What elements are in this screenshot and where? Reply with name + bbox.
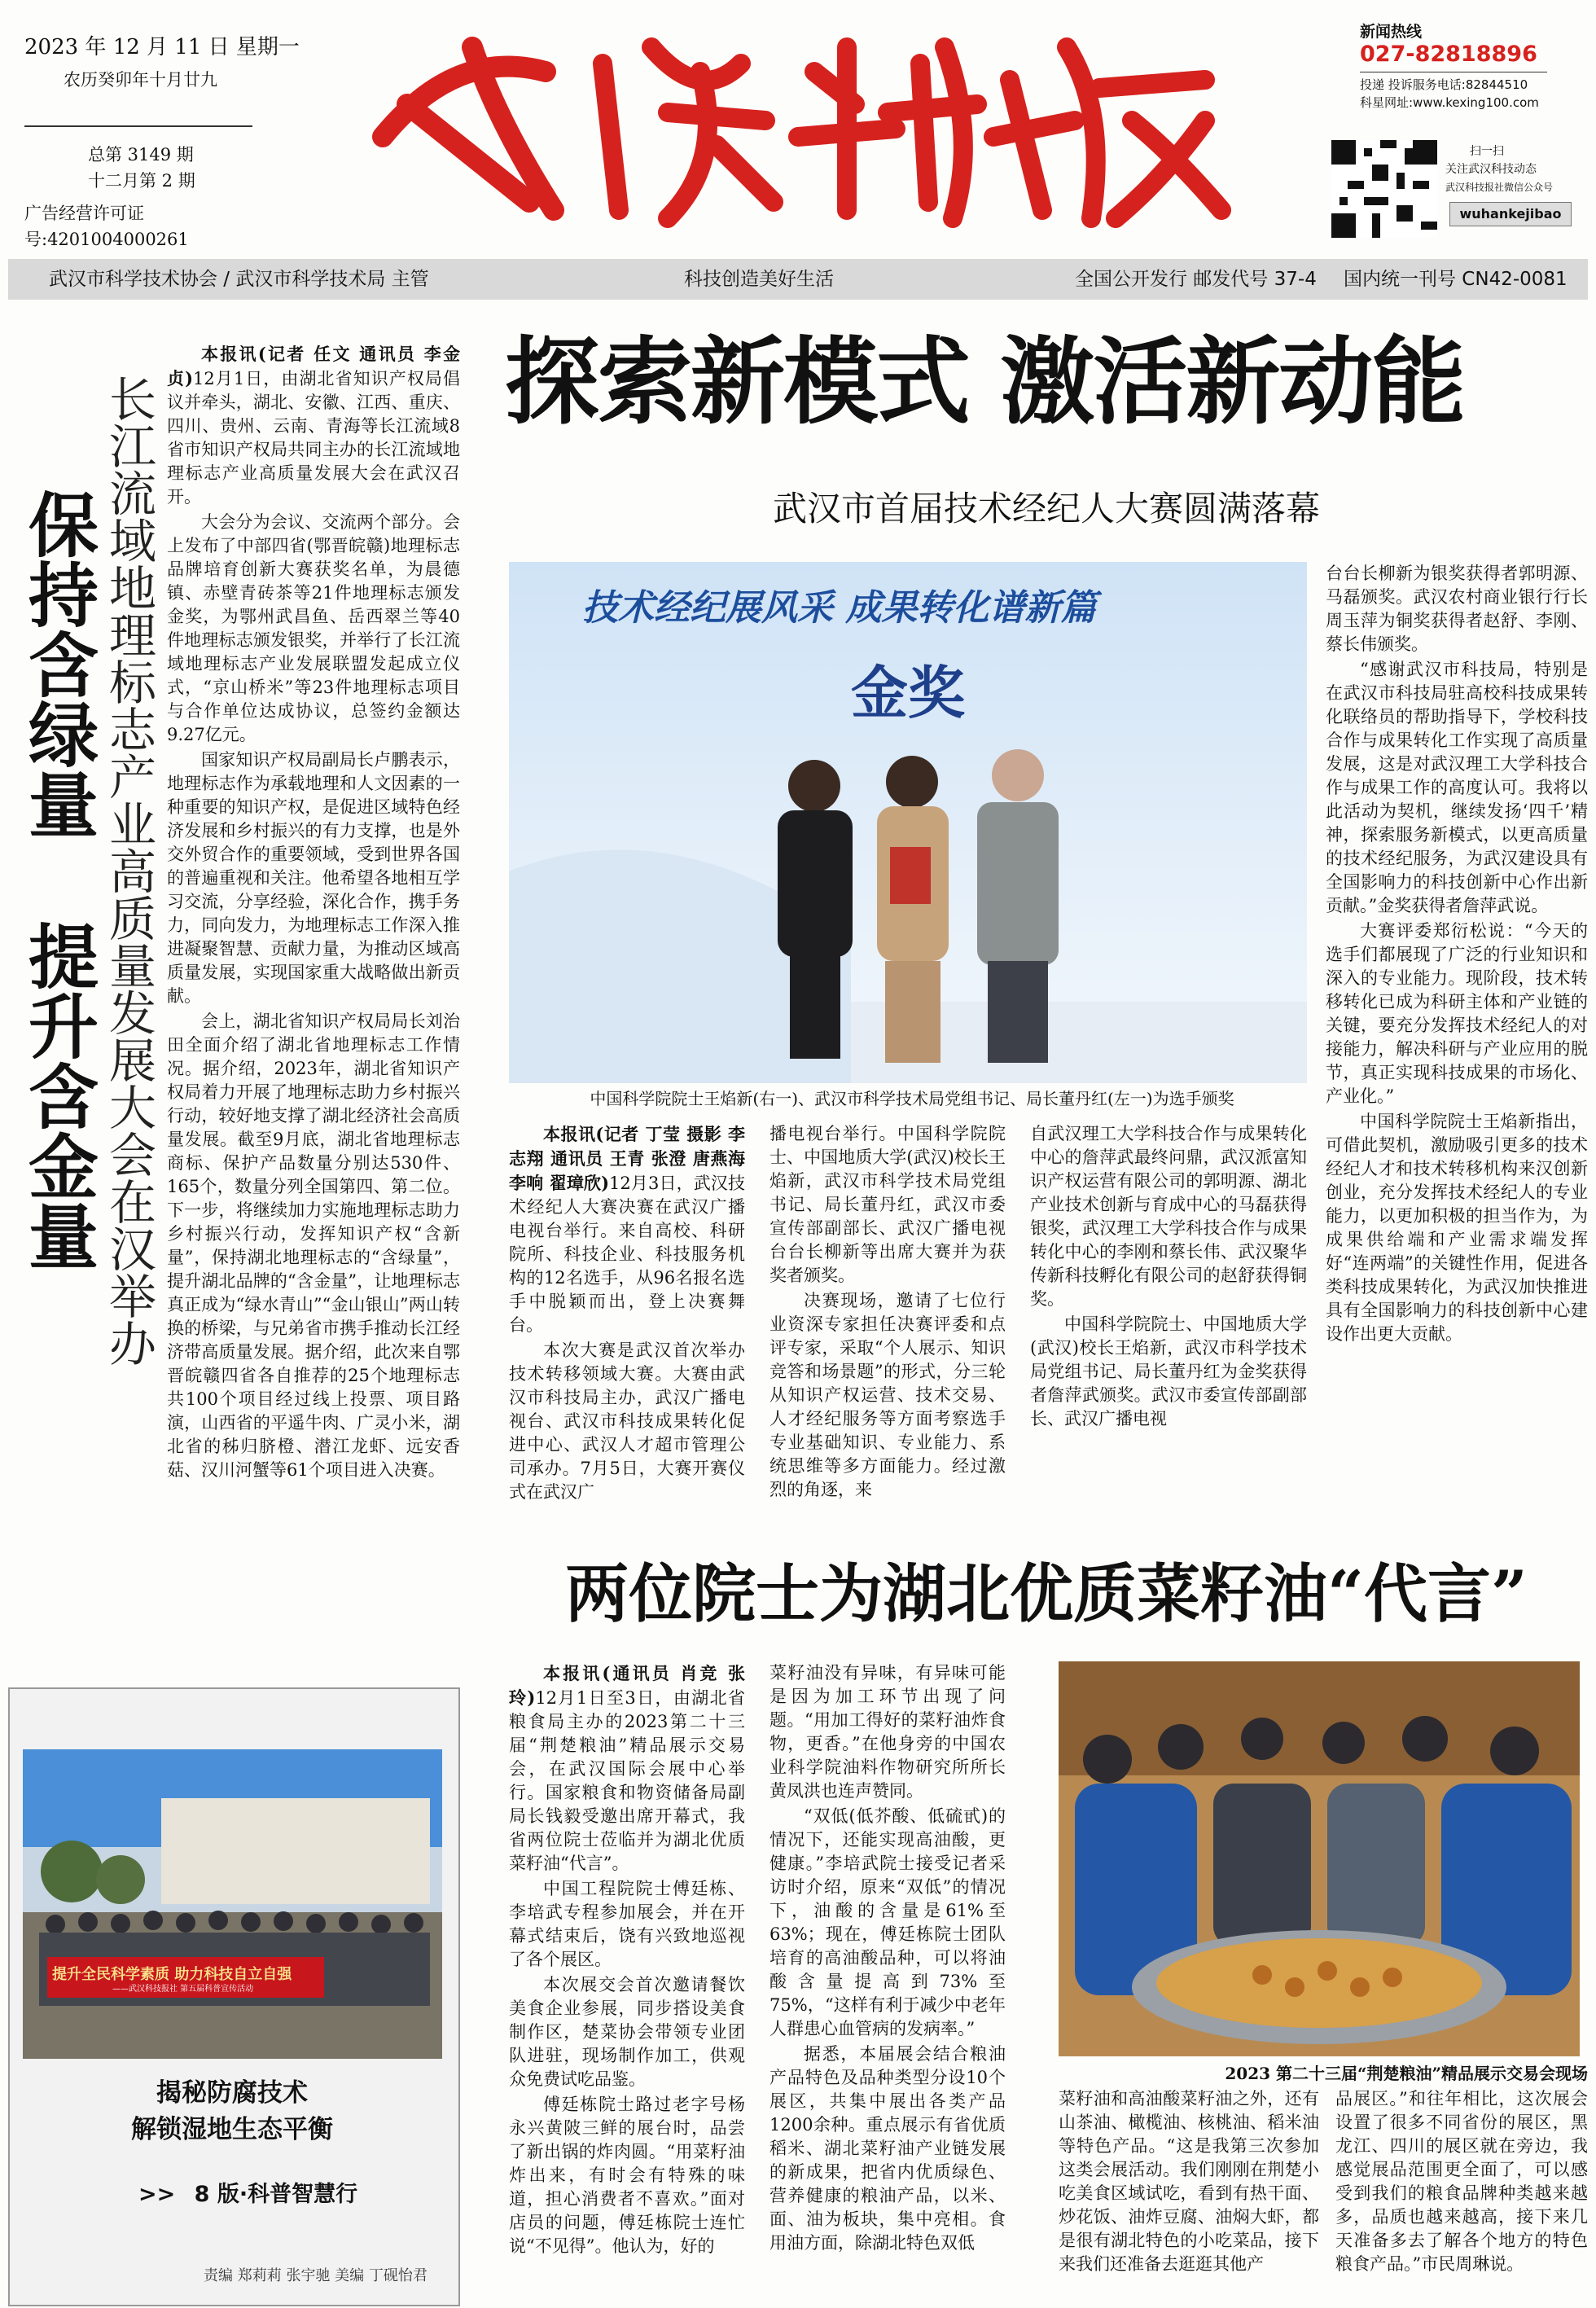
rapeseed-article-column-1: 本报讯(通讯员 肖竞 张玲)12月1日至3日，由湖北省粮食局主办的2023第二十三届“荆楚粮油”精品展示交易会，在武汉国际会展中心举行。国家粮食和物资储备局副局长钱毅受邀出席开幕式，我省两位院士莅临并为湖北优质菜籽油“代言”。 中国工程院院士傅廷栋、李培武专程参加展会，并在开幕式结束后，饶有兴致地巡视了各个展区。 本次展交会首次邀请餐饮美食企业参展，同步搭设美食制作区，楚菜协会带领专业团队进驻，现场制作加工，供观众免费试吃品鉴。 傅廷栋院士路过老字号杨永兴黄陂三鲜的展台时，品尝了新出锅的炸肉圆。“用菜籽油炸出来，有时会有特殊的味道，担心消费者不喜欢。”面对店员的问题，傅廷栋院士连忙说“不见得”。他认为，好的: [509, 1661, 745, 2305]
promo-link-text: 8 版·科普智慧行: [194, 2182, 358, 2207]
promo-photo: [23, 1749, 442, 2059]
main-article-column-2: [770, 1122, 1006, 1546]
qr-caption-scan: 扫一扫: [1470, 145, 1504, 158]
logo-calligraphy: [358, 15, 1238, 235]
promo-banner-text: 提升全民科学素质 助力科技自立自强: [52, 1966, 292, 1983]
main-article-column-1: 本报讯(记者 丁莹 摄影 李志翔 通讯员 王青 张澄 唐燕海 李响 翟璋欣)12月3日，武汉技术经纪人大赛决赛在武汉广播电视台举行。来自高校、科研院所、科技企业、科技服务机构的12名选手，从96名报名选手中脱颖而出，登上决赛舞台。 本次大赛是武汉首次举办技术转移领域大赛。大赛由武汉市科技局主办，武汉广播电视台、武汉市科技成果转化促进中心、武汉人才超市管理公司承办。7月5日，大赛开赛仪式在武汉广: [509, 1122, 745, 1546]
byline: 本报讯(通讯员 肖竞 张玲): [509, 1663, 745, 1708]
arrow-icon: >>: [138, 2182, 176, 2207]
paragraph: 傅廷栋院士路过老字号杨永兴黄陂三鲜的展台时，品尝了新出锅的炸肉圆。“用菜籽油炸出来，有时会有特殊的味道，担心消费者不喜欢。”面对店员的问题，傅廷栋院士连忙说“不见得”。他认为，好的: [509, 2095, 745, 2256]
paragraph: 台台长柳新为银奖获得者郭明源、马磊颁奖。武汉农村商业银行行长周玉萍为铜奖获得者赵舒、李刚、蔡长伟颁奖。: [1326, 564, 1588, 654]
slogan-text: 科技创造美好生活: [684, 269, 834, 290]
paragraph: 播电视台举行。中国科学院院士、中国地质大学(武汉)校长王焰新，武汉市科学技术局党组书记、局长董丹红，武汉市委宣传部副部长、武汉广播电视台台长柳新等出席大赛并为获奖者颁奖。: [770, 1124, 1006, 1285]
paragraph: 大赛评委郑衍松说：“今天的选手们都展现了广泛的行业知识和深入的专业能力。现阶段，技术转移转化已成为科研主体和产业链的关键，要充分发挥技术经纪人的对接能力，解决科研与产业应用的脱节，真正实现科技成果的市场化、产业化。”: [1326, 921, 1588, 1106]
main-headline: 探索新模式 激活新动能: [505, 327, 1465, 437]
publication-date: 2023 年 12 月 11 日 星期一: [24, 35, 300, 59]
paragraph: 中国科学院院士王焰新指出，可借此契机，激励吸引更多的技术经纪人才和技术转移机构来汉创新创业，充分发挥技术经纪人的专业能力，以更加积极的担当作为，为成果供给端和产业需求端发挥好“连两端”的关键性作用，促进各类科技成果转化，为武汉加快推进具有全国影响力的科技创新中心建设作出更大贡献。: [1326, 1112, 1588, 1344]
paragraph: 本次大赛是武汉首次举办技术转移领域大赛。大赛由武汉市科技局主办，武汉广播电视台、武汉市科技成果转化促进中心、武汉人才超市管理公司承办。7月5日，大赛开赛仪式在武汉广: [509, 1340, 745, 1502]
rapeseed-article-column-2: [770, 1661, 1006, 2305]
info-bar: [8, 259, 1588, 300]
distribution-text: 全国公开发行 邮发代号 37-4: [1075, 269, 1317, 290]
expo-photo-caption: 2023 第二十三届“荆楚粮油”精品展示交易会现场: [1225, 2064, 1588, 2083]
issue-month: 十二月第 2 期: [88, 171, 195, 191]
photo-caption: 中国科学院院士王焰新(右一)、武汉市科学技术局党组书记、局长董丹红(左一)为选手颁奖: [590, 1089, 1234, 1108]
qr-caption-follow: 关注武汉科技动态: [1445, 163, 1537, 176]
sponsor-text: 武汉市科学技术协会 / 武汉市科学技术局 主管: [49, 269, 429, 290]
expo-photo: [1059, 1661, 1580, 2056]
paragraph: 据悉，本届展会结合粮油产品特色及品种类型分设10个展区，共集中展出各类产品1200余种。重点展示有省优质稻米、湖北菜籽油产业链发展的新成果，把省内优质绿色、营养健康的粮油产品，以米、面、油为板块，集中亮相。食用油方面，除湖北特色双低: [770, 2044, 1006, 2253]
paragraph: 大会分为会议、交流两个部分。会上发布了中部四省(鄂晋皖赣)地理标志品牌培育创新大赛获奖名单，为晨德镇、赤壁青砖茶等21件地理标志颁发金奖，为鄂州武昌鱼、岳西翠兰等40件地理标志颁发银奖，并举行了长江流域地理标志产业发展联盟发起成立仪式，“京山桥米”等23件地理标志项目与合作单位达成协议，总签约金额达9.27亿元。: [167, 512, 460, 744]
promo-title-line2: 解锁湿地生态平衡: [131, 2115, 333, 2144]
left-headline: 保持含绿量 提升含金量: [16, 489, 98, 1270]
issue-total: 总第 3149 期: [88, 145, 194, 165]
paragraph: 本次展交会首次邀请餐饮美食企业参展，同步搭设美食制作区，楚菜协会带领专业团队进驻，现场制作加工，供观众免费试吃品鉴。: [509, 1975, 745, 2089]
paragraph: “感谢武汉市科技局，特别是在武汉市科技局驻高校科技成果转化联络员的帮助指导下，学校科技合作与成果转化工作实现了高质量发展，这是对武汉理工大学科技合作与成果工作的高度认可。我将以此活动为契机，继续发扬‘四千’精神，探索服务新模式，以更高质量的技术经纪服务，为武汉建设具有全国影响力的科技创新中心作出新贡献。”金奖获得者詹萍武说。: [1326, 660, 1588, 915]
main-subheadline: 武汉市首届技术经纪人大赛圆满落幕: [772, 489, 1320, 529]
main-article-column-3: [1030, 1122, 1307, 1546]
editors-credit: 责编 郑莉莉 张宇驰 美编 丁砚怡君: [204, 2267, 428, 2284]
contact-phone: 投递 投诉服务电话:82844510: [1360, 77, 1528, 92]
photo-banner-text: 技术经纪展风采 成果转化谱新篇: [582, 587, 1097, 629]
ad-license: 广告经营许可证号:4201004000261: [24, 204, 189, 249]
rapeseed-headline: 两位院士为湖北优质菜籽油“代言”: [565, 1557, 1528, 1631]
newspaper-logo: [358, 15, 1238, 235]
paragraph: 品展区。”和往年相比，这次展会设置了很多不同省份的展区，黑龙江、四川的展区就在旁边，我感觉展品范围更全面了，可以感受到我们的粮食品牌种类越来越多，品质也越来越高，接下来几天准备多去了解各个地方的特色粮食产品。”市民周琳说。: [1335, 2089, 1588, 2274]
masthead-dateblock: [24, 31, 301, 252]
left-article-body: 本报讯(记者 任文 通讯员 李金贞)12月1日，由湖北省知识产权局倡议并牵头，湖北、安徽、江西、重庆、四川、贵州、云南、青海等长江流域8省市知识产权局共同主办的长江流域地理标志产业高质量发展大会在武汉召开。 大会分为会议、交流两个部分。会上发布了中部四省(鄂晋皖赣)地理标志品牌培育创新大赛获奖名单，为晨德镇、赤壁青砖茶等21件地理标志颁发金奖，为鄂州武昌鱼、岳西翠兰等40件地理标志颁发银奖，并举行了长江流域地理标志产业发展联盟发起成立仪式，“京山桥米”等23件地理标志项目与合作单位达成协议，总签约金额达9.27亿元。 国家知识产权局副局长卢鹏表示，地理标志作为承载地理和人文因素的一种重要的知识产权，是促进区域特色经济发展和乡村振兴的有力支撑，也是外交外贸合作的重要领域，受到世界各国的普遍重视和关注。他希望各地相互学习交流，分享经验，深化合作，携手务力，同向发力，为地理标志工作深入推进凝聚智慧、贡献力量，为推动区域高质量发展，实现国家重大战略做出新贡献。 会上，湖北省知识产权局局长刘治田全面介绍了湖北省地理标志工作情况。据介绍，2023年，湖北省知识产权局着力开展了地理标志助力乡村振兴行动，较好地支撑了湖北经济社会高质量发展。截至9月底，湖北省地理标志商标、保护产品数量分别达530件、165个，数量分列全国第四、第二位。下一步，将继续加力实施地理标志助力乡村振兴行动，发挥知识产权“含新量”，保持湖北地理标志的“含绿量”，提升湖北品牌的“含金量”，让地理标志真正成为“绿水青山”“金山银山”两山转换的桥梁，与兄弟省市携手推动长江经济带高质量发展。据介绍，此次来自鄂晋皖赣四省各自推荐的25个地理标志共100个项目经过线上投票、项目路演，山西省的平遥牛肉、广灵小米，湖北省的秭归脐橙、潜江龙虾、远安香菇、汉川河蟹等61个项目进入决赛。: [167, 342, 460, 1649]
promo-title[interactable]: [24, 2075, 440, 2148]
promo-title-line1: 揭秘防腐技术: [156, 2078, 308, 2108]
award-photo: [509, 562, 1307, 1083]
paragraph: 菜籽油没有异味，有异味可能是因为加工环节出现了问题。“用加工得好的菜籽油炸食物，更香。”在他身旁的中国农业科学院油料作物研究所所长黄凤洪也连声赞同。: [770, 1663, 1006, 1801]
paragraph: 自武汉理工大学科技合作与成果转化中心的詹萍武最终问鼎，武汉派富知识产权运营有限公司的郭明源、湖北产业技术创新与育成中心的马磊获得银奖，武汉理工大学科技合作与成果转化中心的李刚和蔡长伟、武汉聚华传新科技孵化有限公司的赵舒获得铜奖。: [1030, 1124, 1307, 1309]
paragraph: “双低(低芥酸、低硫甙)的情况下，还能实现高油酸，更健康。”李培武院士接受记者采访时介绍，原来“双低”的情况下，油酸的含量是61%至63%；现在，傅廷栋院士团队培育的高油酸品种，可以将油酸含量提高到73%至75%，“这样有利于减少中老年人群患心血管病的发病率。”: [770, 1806, 1006, 2038]
cn-number: 国内统一刊号 CN42-0081: [1344, 269, 1568, 290]
promo-banner-subtext: ——武汉科技报社 第五届科普宣传活动: [112, 1985, 254, 1994]
hotline-number: 027-82818896: [1360, 42, 1537, 67]
qr-code-icon: [1331, 140, 1437, 238]
main-article-column-4: [1326, 562, 1588, 1543]
byline: 本报讯(记者 任文 通讯员 李金贞): [167, 344, 460, 388]
qr-caption: [1445, 143, 1592, 196]
paragraph: 中国科学院院士、中国地质大学(武汉)校长王焰新，武汉市科学技术局党组书记、局长董丹红为金奖获得者詹萍武颁奖。武汉市委宣传部副部长、武汉广播电视: [1030, 1314, 1307, 1428]
paragraph: 国家知识产权局副局长卢鹏表示，地理标志作为承载地理和人文因素的一种重要的知识产权，是促进区域特色经济发展和乡村振兴的有力支撑，也是外交外贸合作的重要领域，受到世界各国的普遍重视和关注。他希望各地相互学习交流，分享经验，深化合作，携手务力，同向发力，为地理标志工作深入推进凝聚智慧、贡献力量，为推动区域高质量发展，实现国家重大战略做出新贡献。: [167, 750, 460, 1006]
wechat-id: wuhankejibao: [1449, 202, 1572, 226]
byline: 本报讯(记者 丁莹 摄影 李志翔 通讯员 王青 张澄 唐燕海 李响 翟璋欣): [509, 1124, 745, 1193]
divider: [24, 125, 252, 127]
left-subheadline: 长江流域地理标志产业高质量发展大会在汉举办: [101, 375, 156, 1367]
hotline-label: 新闻热线: [1360, 23, 1423, 41]
paragraph: 中国工程院院士傅廷栋、李培武专程参加展会，并在开幕式结束后，饶有兴致地巡视了各个展区。: [509, 1879, 745, 1969]
hotline-block: [1360, 23, 1588, 112]
photo-award-text: 金奖: [851, 660, 965, 726]
promo-page-link[interactable]: [138, 2176, 415, 2208]
paragraph: 菜籽油和高油酸菜籽油之外，还有山茶油、橄榄油、核桃油、稻米油等特色产品。“这是我第三次参加这类会展活动。我们刚刚在荆楚小吃美食区域试吃，看到有热干面、炒花饭、油炸豆腐、油焖大虾，都是很有湖北特色的小吃菜品，接下来我们还准备去逛逛其他产: [1059, 2089, 1319, 2274]
rapeseed-article-column-4: [1335, 2087, 1588, 2307]
paragraph: 决赛现场，邀请了七位行业资深专家担任决赛评委和点评专家，采取“个人展示、知识竞答和场景题”的形式，分三轮从知识产权运营、技术交易、人才经纪服务等方面考察选手专业基础知识、专业能力、系统思维等多方面能力。经过激烈的角逐，来: [770, 1291, 1006, 1499]
lunar-date: 农历癸卯年十月廿九: [64, 70, 217, 90]
rapeseed-article-column-3: [1059, 2087, 1319, 2307]
qr-caption-account: 武汉科技报社微信公众号: [1445, 182, 1554, 193]
contact-website: 科星网址:www.kexing100.com: [1360, 95, 1539, 110]
qr-code: [1331, 140, 1437, 238]
paragraph: 会上，湖北省知识产权局局长刘治田全面介绍了湖北省地理标志工作情况。据介绍，2023年，湖北省知识产权局着力开展了地理标志助力乡村振兴行动，较好地支撑了湖北经济社会高质量发展。截至9月底，湖北省地理标志商标、保护产品数量分别达530件、165个，数量分列全国第四、第二位。下一步，将继续加力实施地理标志助力乡村振兴行动，发挥知识产权“含新量”，保持湖北地理标志的“含绿量”，提升湖北品牌的“含金量”，让地理标志真正成为“绿水青山”“金山银山”两山转换的桥梁，与兄弟省市携手推动长江经济带高质量发展。据介绍，此次来自鄂晋皖赣四省各自推荐的25个地理标志共100个项目经过线上投票、项目路演，山西省的平遥牛肉、广灵小米，湖北省的秭归脐橙、潜江龙虾、远安香菇、汉川河蟹等61个项目进入决赛。: [167, 1011, 460, 1480]
